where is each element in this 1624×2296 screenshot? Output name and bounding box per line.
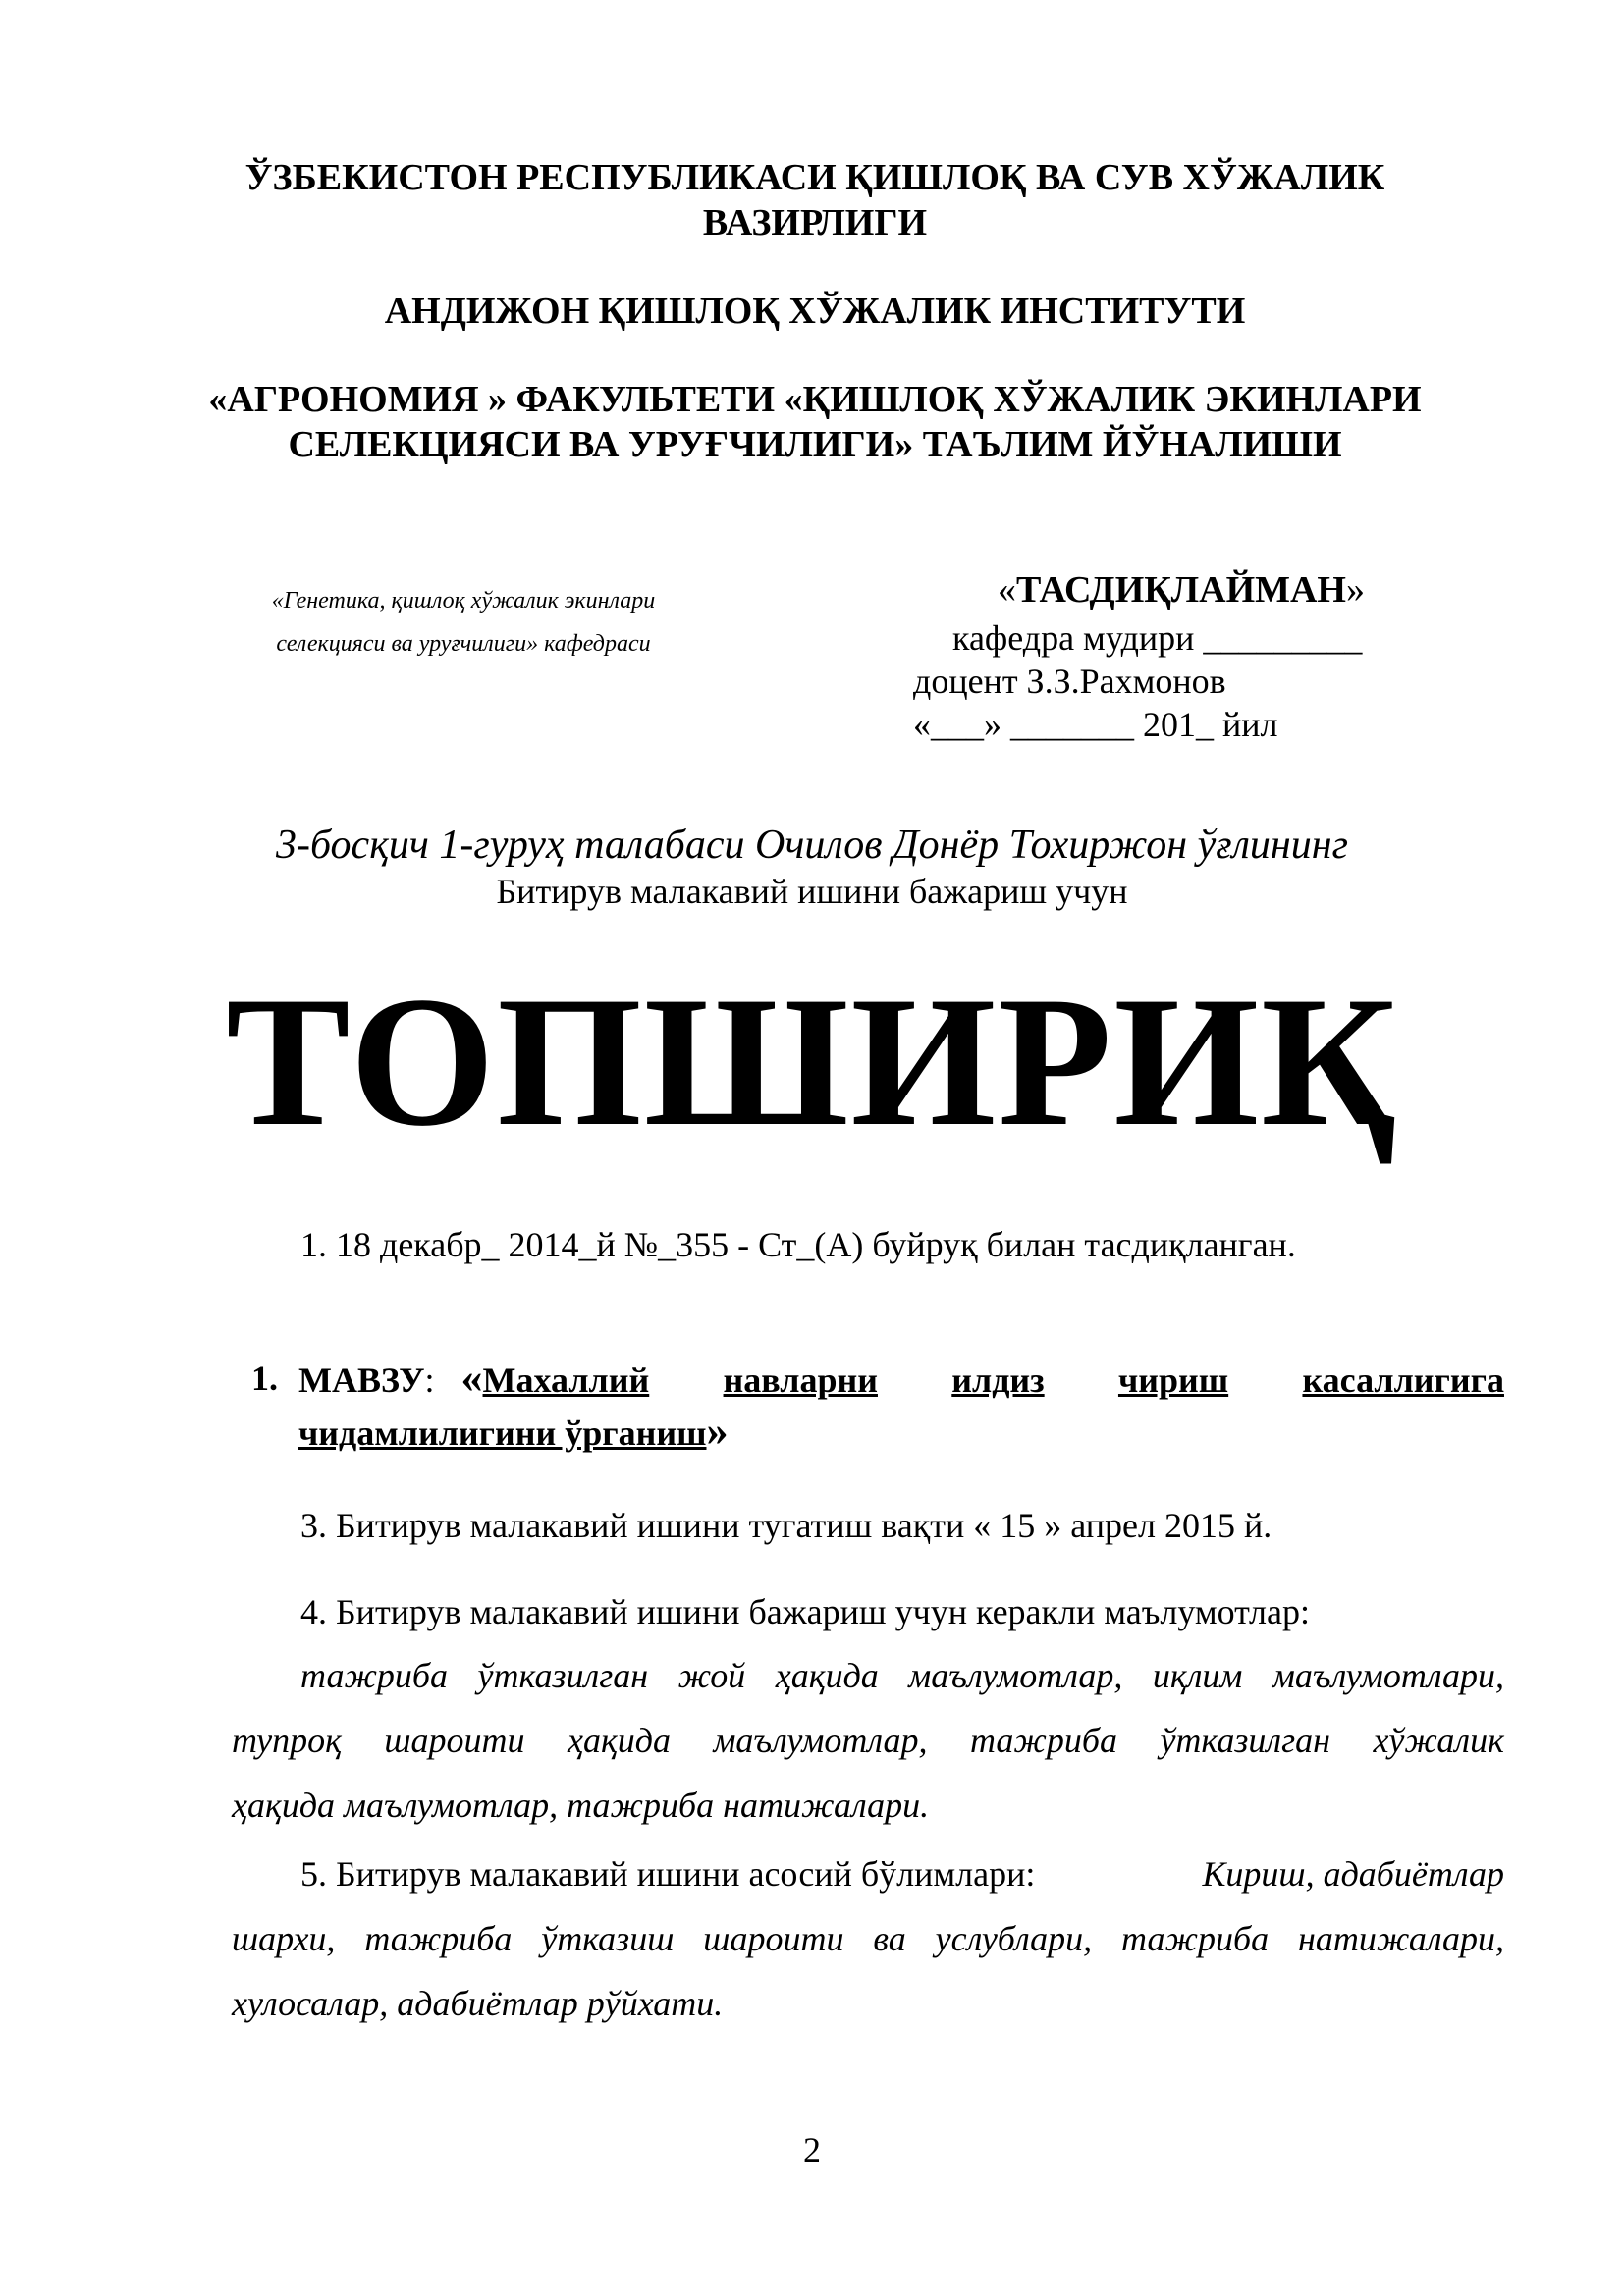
data-word: жой: [677, 1656, 746, 1695]
data-word: тажриба: [969, 1721, 1117, 1760]
sections-line-1: [232, 1842, 1504, 1906]
data-word: ўтказилган: [1160, 1721, 1331, 1760]
institute-header: [177, 289, 1453, 334]
data-word: иқлим: [1152, 1656, 1243, 1695]
topic-word: навларни: [723, 1361, 878, 1400]
topic-line-2-text: чидамлилигини ўрганиш: [298, 1414, 707, 1453]
sections-intro: 5. Битирув малакавий ишини асосий бўлимлари:: [300, 1854, 1036, 1894]
approval-close-quote: »: [1346, 569, 1365, 611]
sections-word: ва: [873, 1919, 906, 1958]
page-number: 2: [803, 2130, 821, 2169]
data-word: шароити: [384, 1721, 525, 1760]
department-line-2: селекцияси ва уруғчилиги» кафедраси: [276, 631, 651, 657]
topic-open-quote: «: [460, 1354, 483, 1402]
data-text: [232, 1643, 1504, 1838]
data-line-2: [232, 1708, 1504, 1773]
approval-open-quote: «: [998, 569, 1016, 611]
thesis-line: Битирув малакавий ишини бажариш учун: [496, 872, 1128, 911]
topic-colon: :: [424, 1361, 435, 1400]
data-line-3: [232, 1773, 1504, 1838]
approval-date-line: «___» _______ 201_ йил: [913, 705, 1278, 744]
sections-word: шархи,: [232, 1919, 336, 1958]
sections-line-2: [232, 1906, 1504, 1971]
ministry-line-1: ЎЗБЕКИСТОН РЕСПУБЛИКАСИ ҚИШЛОҚ ВА СУВ ХЎЖАЛИК: [244, 157, 1385, 198]
topic-number: 1.: [251, 1359, 278, 1398]
student-line: 3-босқич 1-гуруҳ талабаси Очилов Донёр Тохиржон ўғлининг: [276, 823, 1348, 868]
topic-word: Махаллий: [482, 1361, 650, 1400]
department-block: [228, 579, 699, 666]
document-title: ТОПШИРИҚ: [226, 959, 1398, 1165]
approval-docent-line: доцент З.З.Рахмонов: [913, 662, 1226, 701]
ministry-header: [177, 155, 1453, 245]
topic-word: илдиз: [951, 1361, 1045, 1400]
topic-line-1: [298, 1353, 1504, 1406]
data-word: ҳақида: [567, 1721, 672, 1760]
topic-word: касаллигига: [1302, 1361, 1504, 1400]
sections-line-3: [232, 1971, 1504, 2036]
data-line-1: [232, 1643, 1504, 1708]
data-word: тажриба: [300, 1656, 449, 1695]
data-word: маълумотлар,: [908, 1656, 1123, 1695]
data-word: ҳақида: [775, 1656, 879, 1695]
topic-body: [298, 1353, 1504, 1459]
data-word: ўтказилган: [477, 1656, 649, 1695]
faculty-line-1: «АГРОНОМИЯ » ФАКУЛЬТЕТИ «ҚИШЛОҚ ХЎЖАЛИК ЭКИНЛАРИ: [208, 379, 1422, 420]
sections-word: шароити: [703, 1919, 844, 1958]
data-word: тупроқ: [232, 1721, 342, 1760]
data-word: маълумотлари,: [1272, 1656, 1504, 1695]
data-word: маълумотлар,: [713, 1721, 928, 1760]
sections-word: тажриба: [364, 1919, 513, 1958]
sections-text: [232, 1842, 1504, 2036]
data-intro: 4. Битирув малакавий ишини бажариш учун керакли маълумотлар:: [300, 1592, 1310, 1631]
data-word: хўжалик: [1373, 1721, 1504, 1760]
order-line: 1. 18 декабр_ 2014_й №_355 - Ст_(А) буйруқ билан тасдиқланган.: [300, 1225, 1296, 1264]
sections-intro-italic: Кириш, адабиётлар: [1202, 1854, 1504, 1894]
sections-word: услублари,: [935, 1919, 1093, 1958]
topic-close-quote: »: [706, 1407, 729, 1455]
topic-label: [298, 1353, 649, 1406]
ministry-line-2: ВАЗИРЛИГИ: [702, 202, 928, 243]
sections-word: тажриба: [1121, 1919, 1270, 1958]
topic-word: чириш: [1117, 1361, 1229, 1400]
topic-line-2: [298, 1406, 1504, 1459]
faculty-header: [177, 377, 1453, 467]
approval-title-text: ТАСДИҚЛАЙМАН: [1016, 569, 1346, 611]
faculty-line-2: СЕЛЕКЦИЯСИ ВА УРУҒЧИЛИГИ» ТАЪЛИМ ЙЎНАЛИШИ: [288, 424, 1342, 465]
approval-head-line: кафедра мудири _________: [952, 618, 1363, 658]
department-line-1: «Генетика, қишлоқ хўжалик экинлари: [271, 588, 656, 614]
sections-line-3-text: хулосалар, адабиётлар рўйхати.: [232, 1984, 724, 2023]
institute-name: АНДИЖОН ҚИШЛОҚ ХЎЖАЛИК ИНСТИТУТИ: [384, 291, 1246, 332]
data-line-3-text: ҳақида маълумотлар, тажриба натижалари.: [232, 1786, 930, 1825]
sections-word: ўтказиш: [541, 1919, 675, 1958]
approval-title: [998, 567, 1365, 613]
topic-label-text: МАВЗУ: [298, 1361, 425, 1400]
sections-word: натижалари,: [1297, 1919, 1504, 1958]
deadline-line: 3. Битирув малакавий ишини тугатиш вақти « 15 » апрел 2015 й.: [300, 1506, 1272, 1545]
